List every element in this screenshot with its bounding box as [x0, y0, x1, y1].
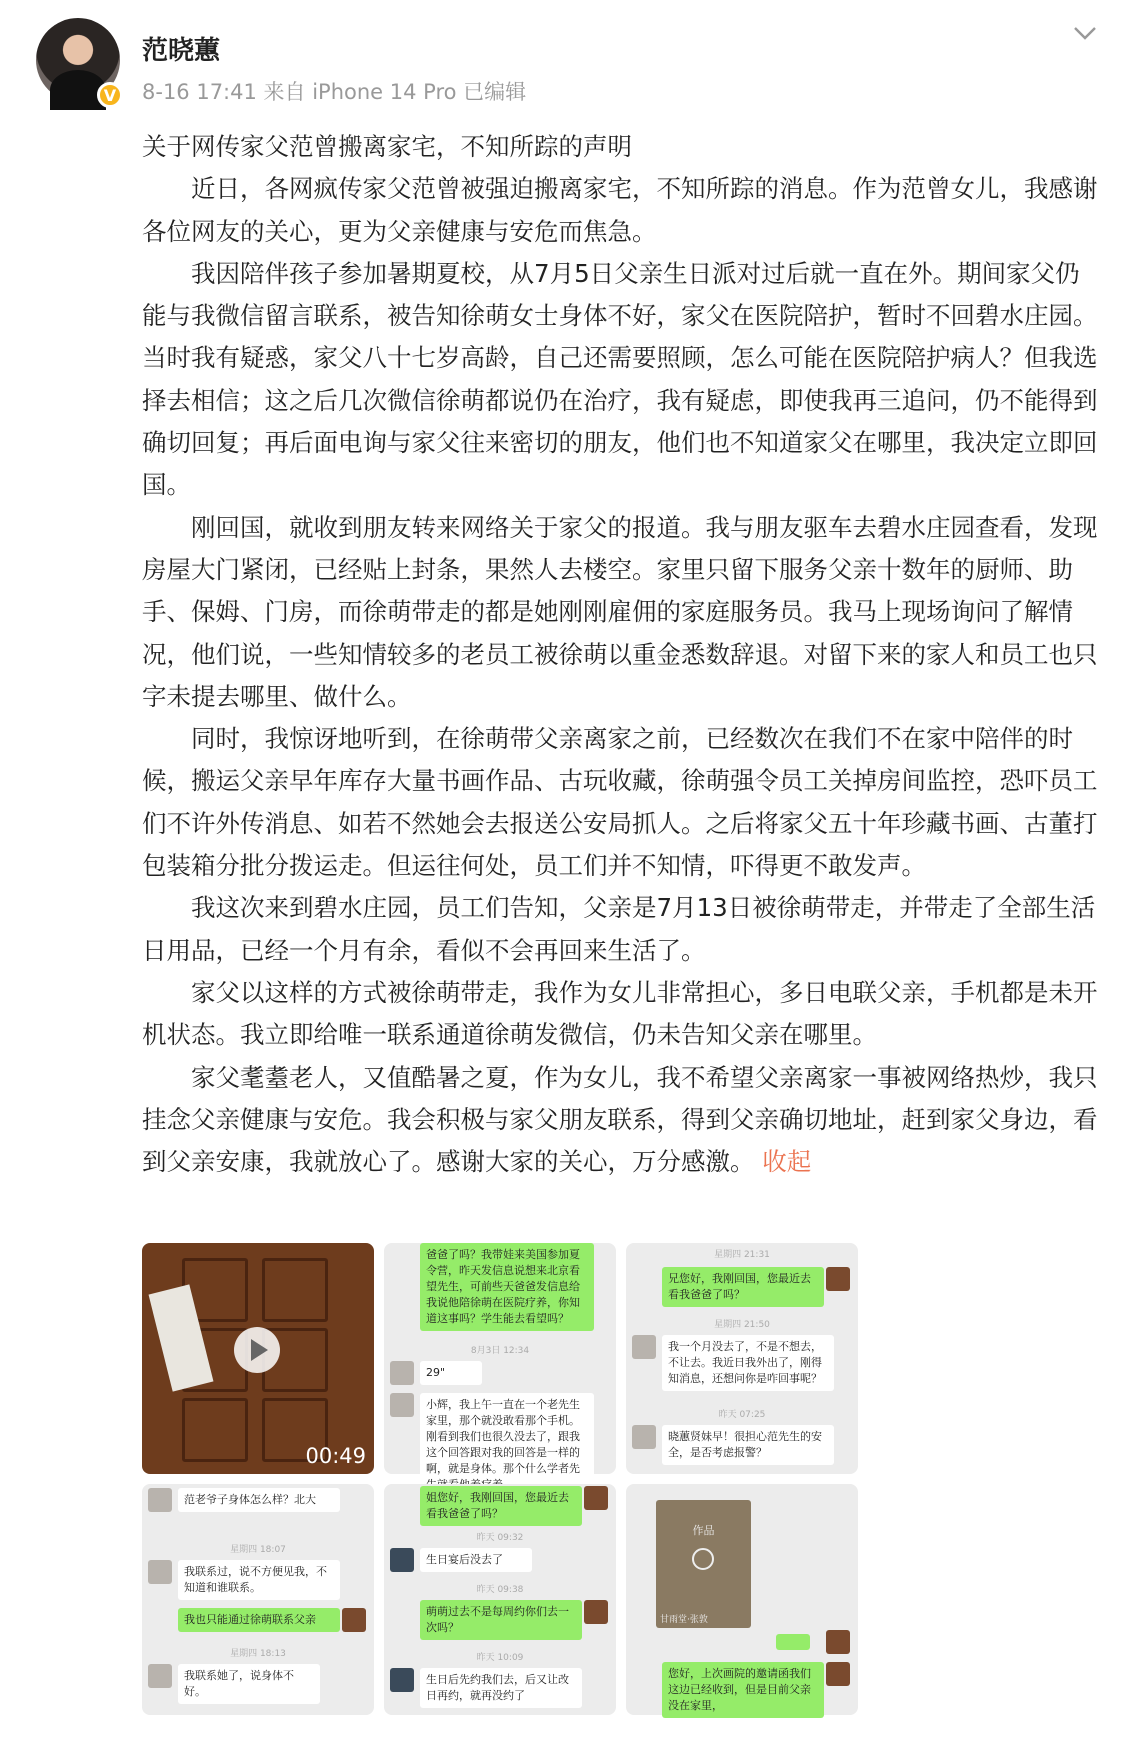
user-avatar — [826, 1267, 850, 1291]
contact-avatar — [148, 1664, 172, 1688]
chat-timestamp: 星期四 21:31 — [714, 1250, 770, 1260]
chat-bubble: 生日后先约我们去，后又让改日再约，就再没约了 — [420, 1668, 582, 1708]
paragraph: 同时，我惊讶地听到，在徐萌带父亲离家之前，已经数次在我们不在家中陪伴的时候，搬运父亲早年库存大量书画作品、古玩收藏，徐萌强令员工关掉房间监控，恐吓员工们不许外传消息、如若不然她会去报送公安局抓人。之后将家父五十年珍藏书画、古董打包装箱分批分拨运走。但运往何处，员工们并不知情，吓得更不敢发声。 — [142, 724, 1098, 881]
contact-avatar — [390, 1361, 414, 1385]
chat-bubble: 爸爸了吗？我带娃来美国参加夏令营，昨天发信息说想来北京看望先生，可前些天爸爸发信息给我说他陪徐萌在医院疗养，你知道这事吗？学生能去看望吗？ — [420, 1243, 594, 1331]
contact-avatar — [632, 1425, 656, 1449]
card-title: 作品 — [692, 1524, 715, 1537]
play-icon[interactable] — [692, 1548, 714, 1570]
contact-avatar — [148, 1560, 172, 1584]
contact-avatar — [390, 1393, 414, 1417]
door-panel — [262, 1258, 328, 1322]
chat-screenshot[interactable] — [626, 1484, 858, 1715]
paragraph: 我这次来到碧水庄园，员工们告知，父亲是7月13日被徐萌带走，并带走了全部生活日用品，已经一个月有余，看似不会再回来生活了。 — [142, 893, 1096, 965]
video-thumbnail[interactable] — [142, 1243, 374, 1474]
chat-screenshot[interactable] — [142, 1484, 374, 1715]
author-name[interactable]: 范晓蕙 — [142, 36, 221, 66]
chat-timestamp: 星期四 18:07 — [230, 1545, 286, 1555]
chat-timestamp: 昨天 10:09 — [476, 1653, 524, 1663]
user-avatar — [342, 1608, 366, 1632]
shared-video-card — [656, 1500, 751, 1628]
post-title-line: 关于网传家父范曾搬离家宅，不知所踪的声明 — [142, 132, 632, 161]
chat-timestamp: 星期四 21:50 — [714, 1320, 770, 1330]
chat-bubble: 兄您好，我刚回国，您最近去看我爸爸了吗？ — [662, 1267, 824, 1307]
chat-timestamp: 昨天 09:38 — [476, 1585, 524, 1595]
user-avatar — [826, 1630, 850, 1654]
post-meta: 8-16 17:41 来自 iPhone 14 Pro 已编辑 — [142, 80, 527, 104]
chat-bubble: 您好，上次画院的邀请函我们这边已经收到，但是目前父亲没在家里， — [662, 1662, 824, 1718]
post-header — [0, 0, 1130, 125]
chat-bubble: 生日宴后没去了 — [420, 1548, 532, 1572]
chat-bubble: 萌萌过去不是每周约你们去一次吗？ — [420, 1600, 582, 1640]
video-duration: 00:49 — [305, 1444, 366, 1468]
door-panel — [182, 1398, 248, 1462]
chevron-down-icon[interactable] — [1070, 18, 1100, 48]
user-avatar — [826, 1662, 850, 1686]
paragraph: 刚回国，就收到朋友转来网络关于家父的报道。我与朋友驱车去碧水庄园查看，发现房屋大门紧闭，已经贴上封条，果然人去楼空。家里只留下服务父亲十数年的厨师、助手、保姆、门房，而徐萌带走的都是她刚刚雇佣的家庭服务员。我马上现场询问了解情况，他们说，一些知情较多的老员工被徐萌以重金悉数辞退。对留下来的家人和员工也只字未提去哪里、做什么。 — [142, 512, 1098, 711]
chat-timestamp: 昨天 07:25 — [718, 1410, 766, 1420]
chat-screenshot[interactable] — [626, 1243, 858, 1474]
chat-bubble: 晓蕙贤妹早！很担心范先生的安全，是否考虑报警？ — [662, 1425, 834, 1465]
chat-bubble: 我联系过，说不方便见我，不知道和谁联系。 — [178, 1560, 340, 1600]
contact-avatar — [148, 1488, 172, 1512]
voice-message: 29" — [420, 1361, 482, 1385]
contact-avatar — [390, 1548, 414, 1572]
verified-badge-icon: V — [97, 82, 123, 108]
chat-timestamp: 昨天 09:32 — [476, 1533, 524, 1543]
chat-timestamp: 8月3日 12:34 — [470, 1346, 530, 1356]
chat-bubble: 小辉，我上午一直在一个老先生家里，那个就没敢看那个手机。刚看到我们也很久没去了，跟我这个回答跟对我的回答是一样的啊，就是身体。那个什么学者先 — [420, 1393, 594, 1497]
contact-avatar — [632, 1335, 656, 1359]
chat-bubble: 姐您好，我刚回国，您最近去看我爸爸了吗？ — [420, 1486, 582, 1526]
paragraph — [142, 1057, 1100, 1184]
contact-avatar — [390, 1668, 414, 1692]
user-avatar — [584, 1486, 608, 1510]
paragraph: 我因陪伴孩子参加暑期夏校，从7月5日父亲生日派对过后就一直在外。期间家父仍能与我微信留言联系，被告知徐萌女士身体不好，家父在医院陪护，暂时不回碧水庄园。当时我有疑惑，家父八十七岁高龄，自己还需要照顾，怎么可能在医院陪护病人？但我选择去相信；这之后几次微信徐萌都说仍在治疗，我有疑虑，即使我再三追问，仍不能得到确切回复；再后面电询与家父往来密切的朋友，他们也不知道家父在哪里，我决定立即回国。 — [142, 258, 1098, 500]
post-body — [142, 126, 1100, 1183]
emoji-bubble — [776, 1634, 810, 1650]
chat-timestamp: 星期四 18:13 — [230, 1649, 286, 1659]
chat-bubble: 我也只能通过徐萌联系父亲 — [178, 1608, 340, 1632]
paragraph-text: 家父耄耋老人，又值酷暑之夏，作为女儿，我不希望父亲离家一事被网络热炒，我只挂念父亲健康与安危。我会积极与家父朋友联系，得到父亲确切地址，赶到家父身边，看到父亲安康，我就放心了。感谢大家的关心，万分感激。 — [142, 1062, 1098, 1177]
chat-bubble: 我一个月没去了，不是不想去，不让去。我近日我外出了，刚得知消息，还想问你是咋回事呢？ — [662, 1335, 834, 1391]
paragraph: 家父以这样的方式被徐萌带走，我作为女儿非常担心，多日电联父亲，手机都是未开机状态。我立即给唯一联系通道徐萌发微信，仍未告知父亲在哪里。 — [142, 977, 1098, 1050]
collapse-link[interactable]: 收起 — [762, 1147, 812, 1177]
chat-screenshot[interactable] — [384, 1484, 616, 1715]
paragraph: 近日，各网疯传家父范曾被强迫搬离家宅，不知所踪的消息。作为范曾女儿，我感谢各位网友的关心，更为父亲健康与安危而焦急。 — [142, 174, 1098, 246]
chat-bubble: 我联系她了，说身体不好。 — [178, 1664, 320, 1704]
play-icon[interactable] — [234, 1327, 280, 1373]
card-source: 甘雨堂·张敦 — [660, 1615, 708, 1625]
chat-screenshot[interactable] — [384, 1243, 616, 1474]
user-avatar — [584, 1600, 608, 1624]
chat-bubble: 范老爷子身体怎么样？北大 — [178, 1488, 340, 1512]
